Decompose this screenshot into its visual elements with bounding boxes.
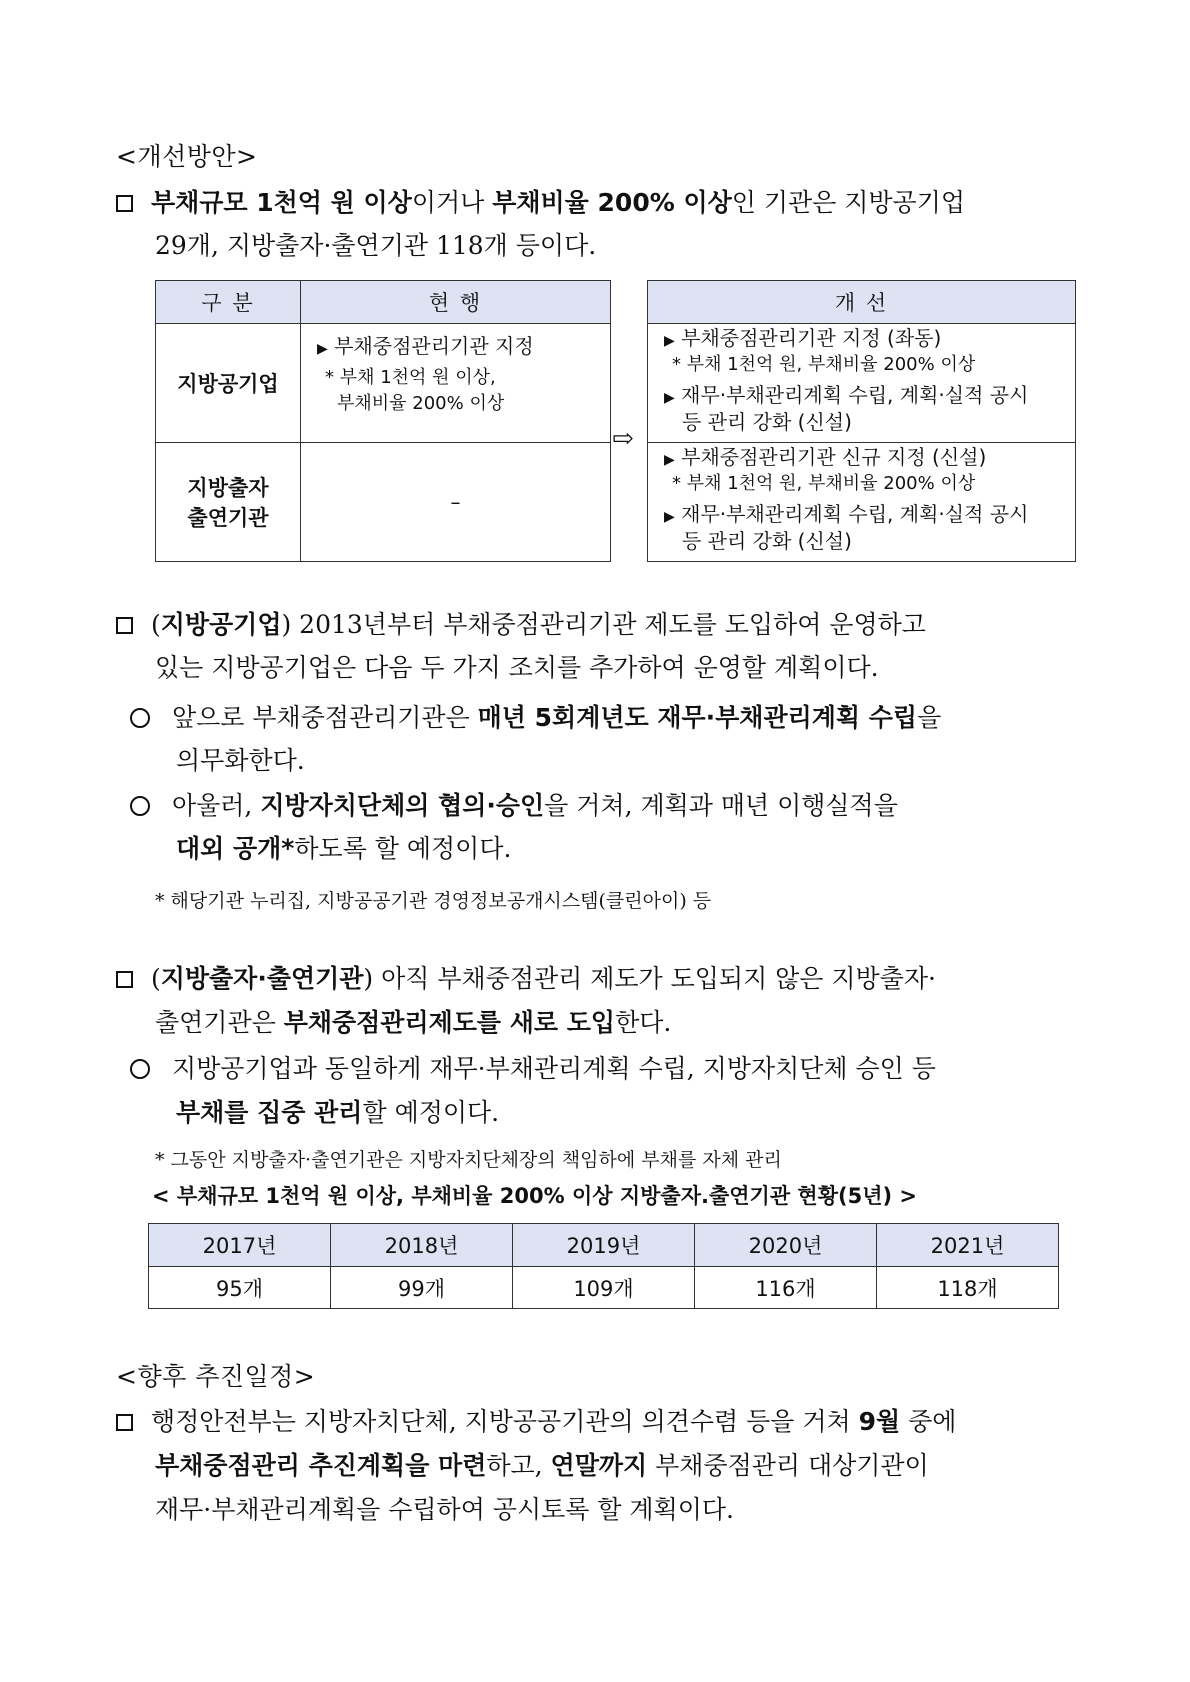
sub-item-focused-management bbox=[130, 1056, 936, 1081]
header-category: 구 분 bbox=[156, 281, 301, 324]
sub-item-approval bbox=[130, 793, 898, 818]
paragraph-local-enterprise-line2: 있는 지방공기업은 다음 두 가지 조치를 추가하여 운영할 계획이다. bbox=[155, 653, 879, 682]
current-note-line2: 부채비율 200% 이상 bbox=[337, 393, 505, 414]
count-cell: 95개 bbox=[149, 1267, 331, 1309]
bold-debt-scale: 부채규모 1천억 원 이상 bbox=[150, 188, 412, 217]
section-heading-schedule: <향후 추진일정> bbox=[116, 1362, 316, 1391]
improved-cell-invest bbox=[648, 443, 1076, 562]
improved-item2: 재무·부채관리계획 수립, 계획·실적 공시 bbox=[681, 502, 1029, 526]
triangle-bullet-icon: ▶ bbox=[664, 509, 675, 525]
stats-caption: < 부채규모 1천억 원 이상, 부채비율 200% 이상 지방출자.출연기관 현황(5년) > bbox=[152, 1184, 917, 1208]
text-line2-pre: 출연기관은 bbox=[155, 1008, 284, 1037]
arrow-right-icon: ⇨ bbox=[612, 424, 634, 454]
row-label-line1: 지방출자 bbox=[187, 476, 269, 500]
square-bullet-icon bbox=[116, 195, 133, 212]
schedule-line2-post: 부채중점관리 대상기관이 bbox=[647, 1451, 929, 1480]
improved-note1: * 부채 1천억 원, 부채비율 200% 이상 bbox=[672, 473, 976, 494]
paragraph-local-invest-line2 bbox=[155, 1010, 671, 1035]
text-enterprise-count: 인 기관은 지방공기업 bbox=[731, 188, 966, 217]
sub2-pre: 아울러, bbox=[171, 791, 261, 820]
count-cell: 109개 bbox=[513, 1267, 695, 1309]
count-cell: 99개 bbox=[331, 1267, 513, 1309]
footnote-disclosure: * 해당기관 누리집, 지방공공기관 경영정보공개시스템(클린아이) 등 bbox=[155, 890, 712, 912]
circle-bullet-icon bbox=[130, 708, 150, 728]
paragraph-summary-line2: 29개, 지방출자·출연기관 118개 등이다. bbox=[155, 231, 597, 260]
year-cell: 2021년 bbox=[877, 1224, 1059, 1267]
sub2-post: 을 거쳐, 계획과 매년 이행실적을 bbox=[544, 791, 898, 820]
schedule-line2-mid: 하고, bbox=[486, 1451, 551, 1480]
sub1-post: 을 bbox=[917, 703, 942, 732]
sub-item-plan bbox=[130, 705, 941, 730]
header-current: 현 행 bbox=[301, 281, 611, 324]
year-cell: 2020년 bbox=[695, 1224, 877, 1267]
sub1-text: 지방공기업과 동일하게 재무·부채관리계획 수립, 지방자치단체 승인 등 bbox=[171, 1054, 936, 1083]
comparison-table-current bbox=[155, 280, 611, 562]
schedule-line1-post: 중에 bbox=[900, 1407, 957, 1436]
stats-table bbox=[148, 1223, 1059, 1309]
paragraph-local-invest: (지방출자·출연기관) 아직 부채중점관리 제도가 도입되지 않은 지방출자· bbox=[116, 966, 936, 991]
sub-item-plan-line2: 의무화한다. bbox=[176, 746, 305, 775]
paragraph-summary bbox=[116, 190, 965, 215]
count-cell: 118개 bbox=[877, 1267, 1059, 1309]
text-focused-rest: 할 예정이다. bbox=[362, 1098, 500, 1127]
current-cell-enterprise bbox=[301, 324, 611, 443]
current-cell-invest: – bbox=[301, 443, 611, 562]
text-line2-post: 한다. bbox=[615, 1008, 672, 1037]
year-cell: 2018년 bbox=[331, 1224, 513, 1267]
sub1-bold: 매년 5회계년도 재무·부채관리계획 수립 bbox=[477, 703, 918, 732]
text-connector: 이거나 bbox=[411, 188, 493, 217]
sub1-pre: 앞으로 부채중점관리기관은 bbox=[171, 703, 478, 732]
current-note-line1: * 부채 1천억 원 이상, bbox=[325, 367, 496, 388]
square-bullet-icon bbox=[116, 617, 133, 634]
count-cell: 116개 bbox=[695, 1267, 877, 1309]
footnote-self-management: * 그동안 지방출자·출연기관은 지방자치단체장의 책임하에 부채를 자체 관리 bbox=[155, 1149, 782, 1171]
sub-item-approval-line2 bbox=[176, 836, 511, 861]
sub2-bold: 지방자치단체의 협의·승인 bbox=[260, 791, 545, 820]
paragraph-schedule-line2 bbox=[155, 1453, 929, 1478]
improved-note1: * 부채 1천억 원, 부채비율 200% 이상 bbox=[672, 354, 976, 375]
paragraph-schedule bbox=[116, 1409, 956, 1434]
section-heading-improvement: <개선방안> bbox=[116, 142, 258, 171]
paragraph-schedule-line3: 재무·부채관리계획을 수립하여 공시토록 할 계획이다. bbox=[155, 1495, 734, 1524]
square-bullet-icon bbox=[116, 1414, 133, 1431]
current-item: 부채중점관리기관 지정 bbox=[334, 334, 534, 358]
triangle-bullet-icon: ▶ bbox=[664, 333, 675, 349]
bold-debt-ratio: 부채비율 200% 이상 bbox=[492, 188, 732, 217]
triangle-bullet-icon: ▶ bbox=[664, 452, 675, 468]
header-improved: 개 선 bbox=[648, 281, 1076, 324]
bold-local-invest: 지방출자·출연기관 bbox=[160, 964, 364, 993]
row-label-local-invest bbox=[156, 443, 301, 562]
year-cell: 2017년 bbox=[149, 1224, 331, 1267]
text-disclosure-rest: 하도록 할 예정이다. bbox=[294, 834, 512, 863]
schedule-line1-pre: 행정안전부는 지방자치단체, 지방공공기관의 의견수렴 등을 거쳐 bbox=[150, 1407, 859, 1436]
row-label-local-enterprise: 지방공기업 bbox=[156, 324, 301, 443]
sub-item-focused-management-line2 bbox=[176, 1100, 499, 1125]
bold-prepare-plan: 부채중점관리 추진계획을 마련 bbox=[155, 1451, 487, 1480]
circle-bullet-icon bbox=[130, 1059, 150, 1079]
circle-bullet-icon bbox=[130, 796, 150, 816]
bold-public-disclosure: 대외 공개* bbox=[176, 834, 295, 863]
improved-item1: 부채중점관리기관 신규 지정 (신설) bbox=[681, 445, 987, 469]
text-local-invest-rest: ) 아직 부채중점관리 제도가 도입되지 않은 지방출자· bbox=[363, 964, 936, 993]
bold-focused-management: 부채를 집중 관리 bbox=[176, 1098, 363, 1127]
bold-local-enterprise: 지방공기업 bbox=[160, 610, 282, 639]
bold-new-system: 부채중점관리제도를 새로 도입 bbox=[283, 1008, 616, 1037]
improved-item2-line2: 등 관리 강화 (신설) bbox=[682, 410, 852, 434]
bold-year-end: 연말까지 bbox=[550, 1451, 648, 1480]
text-local-enterprise-rest: ) 2013년부터 부채중점관리기관 제도를 도입하여 운영하고 bbox=[281, 610, 926, 639]
triangle-bullet-icon: ▶ bbox=[664, 390, 675, 406]
improved-cell-enterprise bbox=[648, 324, 1076, 443]
triangle-bullet-icon: ▶ bbox=[317, 341, 328, 357]
row-label-line2: 출연기관 bbox=[187, 506, 269, 530]
year-cell: 2019년 bbox=[513, 1224, 695, 1267]
comparison-table-improved bbox=[647, 280, 1076, 562]
improved-item2-line2: 등 관리 강화 (신설) bbox=[682, 529, 852, 553]
paragraph-local-enterprise: (지방공기업) 2013년부터 부채중점관리기관 제도를 도입하여 운영하고 bbox=[116, 612, 926, 637]
improved-item2: 재무·부채관리계획 수립, 계획·실적 공시 bbox=[681, 383, 1029, 407]
square-bullet-icon bbox=[116, 971, 133, 988]
improved-item1: 부채중점관리기관 지정 (좌동) bbox=[681, 326, 942, 350]
bold-september: 9월 bbox=[858, 1407, 901, 1436]
